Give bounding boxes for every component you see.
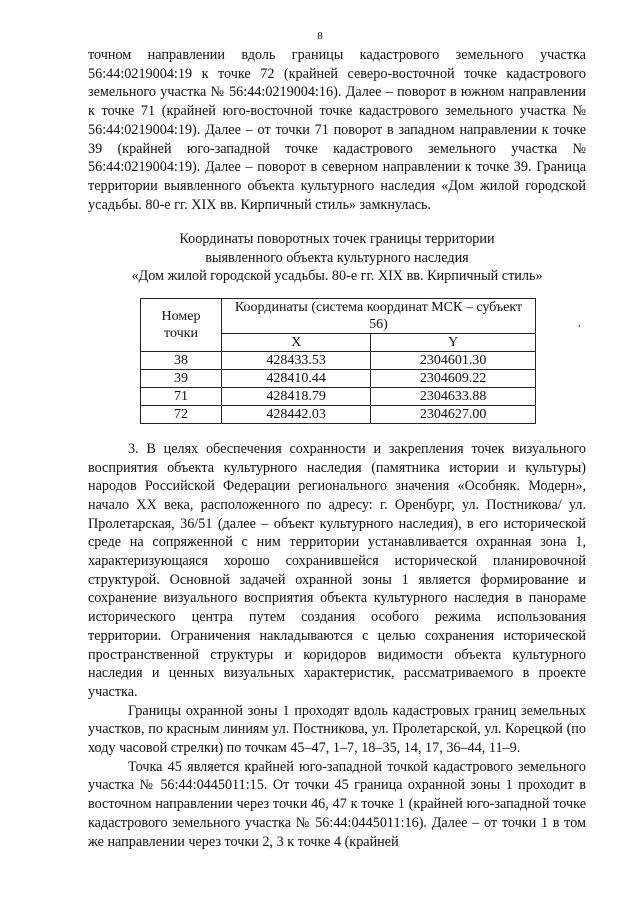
caption-line-2: выявленного объекта культурного наследия: [205, 249, 469, 266]
paragraph-3: 3. В целях обеспечения сохранности и закрепления точек визуального восприятия объекта культурного наследия (памятника истории и культуры) народов Российской Федерации регионального значения «Особняк. Модерн», начало XX века, расположенного по адресу: г. Оренбург, ул. Постникова/ ул. Пролетарская, 36/51 (далее – объект культурного наследия), в его исторической среде на сопряженной с ним территории устанавливается охранная зона 1, характеризующаяся хорошо сохранившейся исторической планировочной структурой. Основной задачей охранной зоны 1 является формирование и сохранение визуального восприятия объекта культурного наследия в панораме исторического центра путем создания особого режима использования территории. Ограничения накладываются с целью сохранения исторической пространственной структуры и коридоров видимости объекта культурного наследия и ценных визуальных характеристик, рассматриваемого в проекте участка.: [88, 440, 586, 700]
caption-line-1: Координаты поворотных точек границы территории: [179, 231, 495, 248]
header-coordinates: Координаты (система координат МСК – субъект 56): [222, 298, 536, 333]
cell-x: 428442.03: [222, 405, 371, 423]
table-row: [141, 405, 536, 423]
table-row: [141, 369, 536, 387]
caption-line-3: «Дом жилой городской усадьбы. 80-е гг. XIX вв. Кирпичный стиль»: [131, 268, 543, 285]
table-header-row: [141, 298, 536, 333]
header-point-number: Номер точки: [141, 298, 222, 351]
cell-y: 2304633.88: [371, 387, 536, 405]
cell-x: 428418.79: [222, 387, 371, 405]
paragraph-continuation: точном направлении вдоль границы кадастрового земельного участка 56:44:0219004:19 к точке 72 (крайней северо-восточной точке кадастрового земельного участка № 56:44:0219004:16). Далее – поворот в южном направлении к точке 71 (крайней юго-восточной точке кадастрового земельного участка № 56:44:0219004:19). Далее – от точки 71 поворот в западном направлении к точке 39 (крайней юго-западной точке кадастрового земельного участка № 56:44:0219004:19). Далее – поворот в северном направлении к точке 39. Граница территории выявленного объекта культурного наследия «Дом жилой городской усадьбы. 80-е гг. XIX вв. Кирпичный стиль» замкнулась.: [88, 47, 586, 213]
cell-x: 428410.44: [222, 369, 371, 387]
document-body: [88, 46, 586, 851]
cell-y: 2304627.00: [371, 405, 536, 423]
header-y: Y: [371, 333, 536, 351]
paragraph-5: Точка 45 является крайней юго-западной точкой кадастрового земельного участка № 56:44:0445011:15. От точки 45 граница охранной зоны 1 проходит в восточном направлении через точки 46, 47 к точке 1 (крайней юго-западной точке кадастрового земельного участка № 56:44:0445011:16). Далее – от точки 1 в том же направлении через точки 2, 3 к точке 4 (крайней: [88, 758, 586, 850]
coordinates-table: [140, 298, 536, 424]
cell-y: 2304609.22: [371, 369, 536, 387]
paragraph-4: Границы охранной зоны 1 проходят вдоль кадастровых границ земельных участков, по красным линиям ул. Постникова, ул. Пролетарской, ул. Корецкой (по ходу часовой стрелки) по точкам 45–47, 1–7, 18–35, 14, 17, 36–44, 11–9.: [88, 702, 586, 757]
cell-point: 39: [141, 369, 222, 387]
header-x: X: [222, 333, 371, 351]
table-row: [141, 351, 536, 369]
margin-mark: ,: [578, 318, 581, 329]
cell-point: 38: [141, 351, 222, 369]
table-row: [141, 387, 536, 405]
cell-point: 72: [141, 405, 222, 423]
cell-y: 2304601.30: [371, 351, 536, 369]
table-caption: [88, 230, 586, 286]
cell-x: 428433.53: [222, 351, 371, 369]
page-number: 8: [317, 30, 323, 42]
cell-point: 71: [141, 387, 222, 405]
